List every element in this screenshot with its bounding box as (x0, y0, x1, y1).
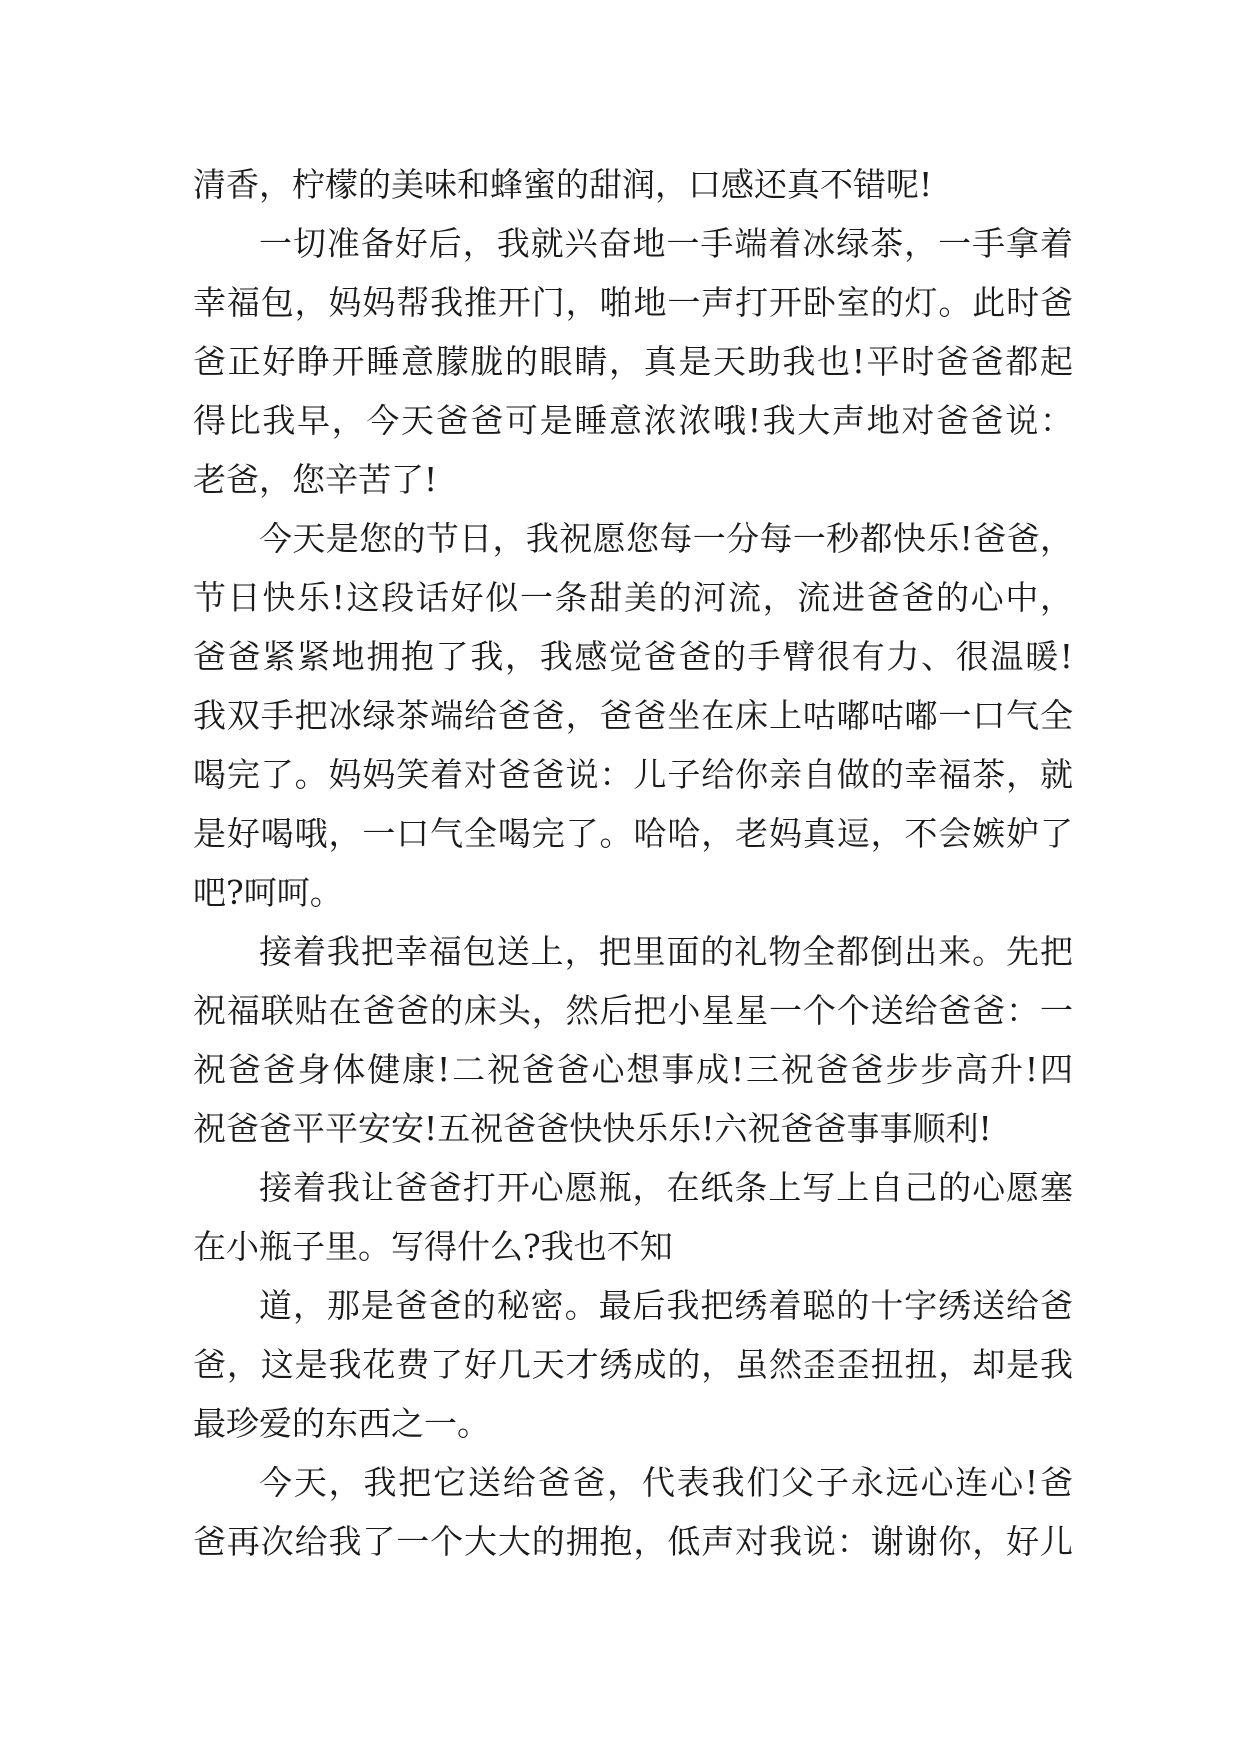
text-line: 老爸，您辛苦了! (193, 460, 438, 499)
text-line: 爸，这是我花费了好几天才绣成的，虽然歪歪扭扭，却是我 (193, 1345, 1073, 1384)
text-line: 爸正好睁开睡意朦胧的眼睛，真是天助我也!平时爸爸都起 (193, 342, 1073, 381)
text-line: 幸福包，妈妈帮我推开门，啪地一声打开卧室的灯。此时爸 (193, 283, 1073, 322)
text-line: 祝福联贴在爸爸的床头，然后把小星星一个个送给爸爸：一 (193, 991, 1073, 1030)
text-line: 得比我早，今天爸爸可是睡意浓浓哦!我大声地对爸爸说： (193, 401, 1073, 440)
text-line: 接着我让爸爸打开心愿瓶，在纸条上写上自己的心愿塞 (259, 1168, 1073, 1207)
text-line: 爸再次给我了一个大大的拥抱，低声对我说：谢谢你，好儿 (193, 1522, 1073, 1561)
text-line: 爸爸紧紧地拥抱了我，我感觉爸爸的手臂很有力、很温暖! (193, 637, 1073, 676)
text-line: 今天，我把它送给爸爸，代表我们父子永远心连心!爸 (259, 1463, 1073, 1502)
text-line: 节日快乐!这段话好似一条甜美的河流，流进爸爸的心中， (193, 578, 1073, 617)
text-line: 最珍爱的东西之一。 (193, 1404, 490, 1443)
text-line: 今天是您的节日，我祝愿您每一分每一秒都快乐!爸爸， (259, 519, 1073, 558)
text-line: 在小瓶子里。写得什么?我也不知 (193, 1227, 673, 1266)
text-line: 我双手把冰绿茶端给爸爸，爸爸坐在床上咕嘟咕嘟一口气全 (193, 696, 1073, 735)
text-line: 是好喝哦，一口气全喝完了。哈哈，老妈真逗，不会嫉妒了 (193, 814, 1073, 853)
text-line: 祝爸爸身体健康!二祝爸爸心想事成!三祝爸爸步步高升!四 (193, 1050, 1073, 1089)
document-body (193, 155, 1073, 1571)
text-line: 吧?呵呵。 (193, 873, 343, 912)
text-line: 道，那是爸爸的秘密。最后我把绣着聪的十字绣送给爸 (259, 1286, 1073, 1325)
text-line: 一切准备好后，我就兴奋地一手端着冰绿茶，一手拿着 (259, 224, 1073, 263)
text-line: 接着我把幸福包送上，把里面的礼物全都倒出来。先把 (259, 932, 1073, 971)
text-line: 喝完了。妈妈笑着对爸爸说：儿子给你亲自做的幸福茶，就 (193, 755, 1073, 794)
text-line: 清香，柠檬的美味和蜂蜜的甜润，口感还真不错呢! (193, 165, 933, 204)
text-line: 祝爸爸平平安安!五祝爸爸快快乐乐!六祝爸爸事事顺利! (193, 1109, 992, 1148)
